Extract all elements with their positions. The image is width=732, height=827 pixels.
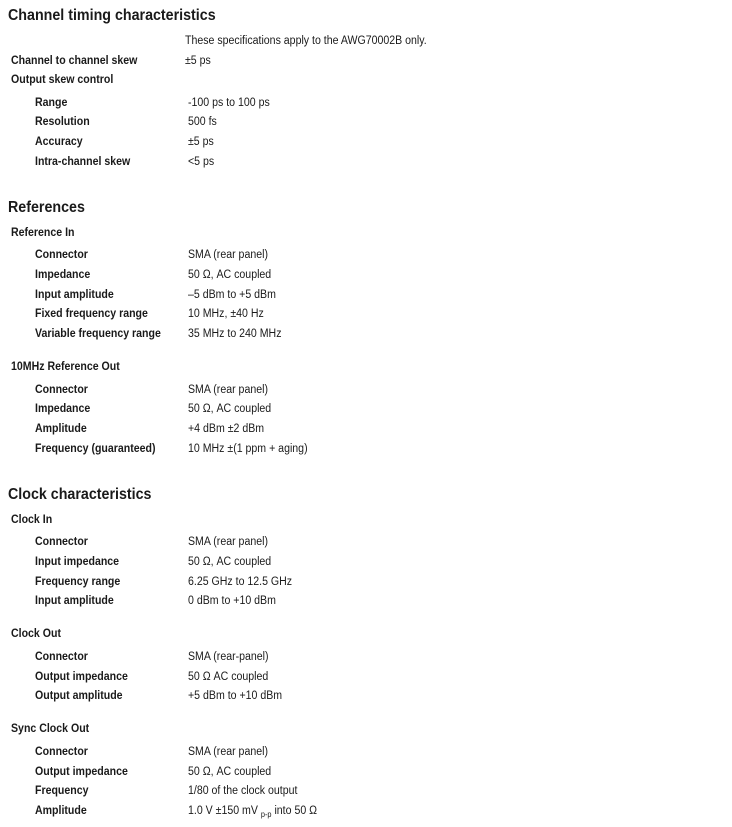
group-label: Clock Out [11, 628, 61, 640]
spec-group-sync-clock-out [0, 723, 732, 739]
spec-row-impedance [0, 269, 732, 285]
spec-label: Resolution [35, 116, 90, 128]
spec-row-accuracy [0, 136, 732, 152]
spec-label: Frequency range [35, 576, 121, 588]
spec-label: Impedance [35, 269, 91, 281]
spec-row-connector [0, 384, 732, 400]
spec-row-connector [0, 651, 732, 667]
spec-value: 1/80 of the clock output [188, 785, 298, 797]
spec-label: Connector [35, 746, 88, 758]
spec-value: <5 ps [188, 156, 215, 168]
amplitude-subscript: p-p [260, 810, 272, 819]
spec-row-fixed-frequency [0, 308, 732, 324]
spec-label: Connector [35, 536, 88, 548]
spec-row-range [0, 97, 732, 113]
spec-label: Connector [35, 384, 88, 396]
spec-value: 0 dBm to +10 dBm [188, 595, 276, 607]
section-title-channel-timing: Channel timing characteristics [8, 7, 216, 24]
group-label: Reference In [11, 227, 75, 239]
spec-group-reference-out [0, 361, 732, 377]
spec-label: Fixed frequency range [35, 308, 148, 320]
spec-note: These specifications apply to the AWG70002B only. [185, 35, 427, 47]
spec-value [188, 805, 317, 819]
spec-row-connector [0, 536, 732, 552]
spec-value: ±5 ps [185, 55, 211, 67]
spec-label: Range [35, 97, 68, 109]
spec-label: Channel to channel skew [11, 55, 138, 67]
spec-value: –5 dBm to +5 dBm [188, 289, 276, 301]
spec-value: 50 Ω, AC coupled [188, 766, 272, 778]
spec-row-output-amplitude [0, 690, 732, 706]
spec-value: 35 MHz to 240 MHz [188, 328, 282, 340]
spec-row-input-amplitude [0, 289, 732, 305]
group-label: Sync Clock Out [11, 723, 90, 735]
spec-value: SMA (rear panel) [188, 746, 268, 758]
spec-row-connector [0, 249, 732, 265]
spec-row-input-amplitude [0, 595, 732, 611]
spec-group-output-skew [0, 74, 732, 90]
spec-row-frequency [0, 785, 732, 801]
spec-label: Input amplitude [35, 289, 114, 301]
spec-row-output-impedance [0, 671, 732, 687]
spec-label: Intra-channel skew [35, 156, 131, 168]
spec-label: Variable frequency range [35, 328, 161, 340]
spec-group-clock-in [0, 514, 732, 530]
spec-row-output-impedance [0, 766, 732, 782]
spec-value: SMA (rear panel) [188, 536, 268, 548]
spec-value: SMA (rear panel) [188, 384, 268, 396]
spec-label: Connector [35, 249, 88, 261]
amplitude-main: 1.0 V ±150 mV [188, 805, 258, 817]
spec-row-resolution [0, 116, 732, 132]
spec-label: Frequency [35, 785, 89, 797]
spec-group-reference-in [0, 227, 732, 243]
spec-row-frequency [0, 443, 732, 459]
spec-label: Output impedance [35, 766, 128, 778]
spec-value: -100 ps to 100 ps [188, 97, 270, 109]
spec-value: 6.25 GHz to 12.5 GHz [188, 576, 293, 588]
spec-row-channel-skew [0, 55, 732, 71]
spec-row-frequency-range [0, 576, 732, 592]
spec-row-variable-frequency [0, 328, 732, 344]
spec-label: Output amplitude [35, 690, 123, 702]
spec-label: Impedance [35, 403, 91, 415]
spec-note-row [0, 35, 732, 51]
spec-row-connector [0, 746, 732, 762]
spec-value: 50 Ω, AC coupled [188, 556, 272, 568]
spec-value: 50 Ω AC coupled [188, 671, 269, 683]
spec-group-clock-out [0, 628, 732, 644]
spec-label: Frequency (guaranteed) [35, 443, 156, 455]
spec-value: +4 dBm ±2 dBm [188, 423, 265, 435]
section-title-clock: Clock characteristics [8, 486, 152, 503]
amplitude-tail: into 50 Ω [271, 805, 318, 817]
spec-label: Amplitude [35, 805, 87, 817]
spec-value: +5 dBm to +10 dBm [188, 690, 283, 702]
spec-value: SMA (rear-panel) [188, 651, 269, 663]
spec-label: Accuracy [35, 136, 83, 148]
spec-label: Connector [35, 651, 88, 663]
spec-row-amplitude [0, 805, 732, 821]
group-label: 10MHz Reference Out [11, 361, 120, 373]
spec-value: 10 MHz, ±40 Hz [188, 308, 264, 320]
spec-value: SMA (rear panel) [188, 249, 268, 261]
spec-value: 500 fs [188, 116, 217, 128]
spec-value: 50 Ω, AC coupled [188, 269, 272, 281]
group-label: Clock In [11, 514, 53, 526]
spec-value: ±5 ps [188, 136, 214, 148]
spec-label: Input amplitude [35, 595, 114, 607]
spec-row-amplitude [0, 423, 732, 439]
spec-row-intra-skew [0, 156, 732, 172]
spec-label: Amplitude [35, 423, 87, 435]
spec-label: Output impedance [35, 671, 128, 683]
section-title-references: References [8, 199, 85, 216]
spec-value: 50 Ω, AC coupled [188, 403, 272, 415]
spec-label: Input impedance [35, 556, 120, 568]
spec-row-input-impedance [0, 556, 732, 572]
group-label: Output skew control [11, 74, 114, 86]
spec-value: 10 MHz ±(1 ppm + aging) [188, 443, 308, 455]
spec-row-impedance [0, 403, 732, 419]
